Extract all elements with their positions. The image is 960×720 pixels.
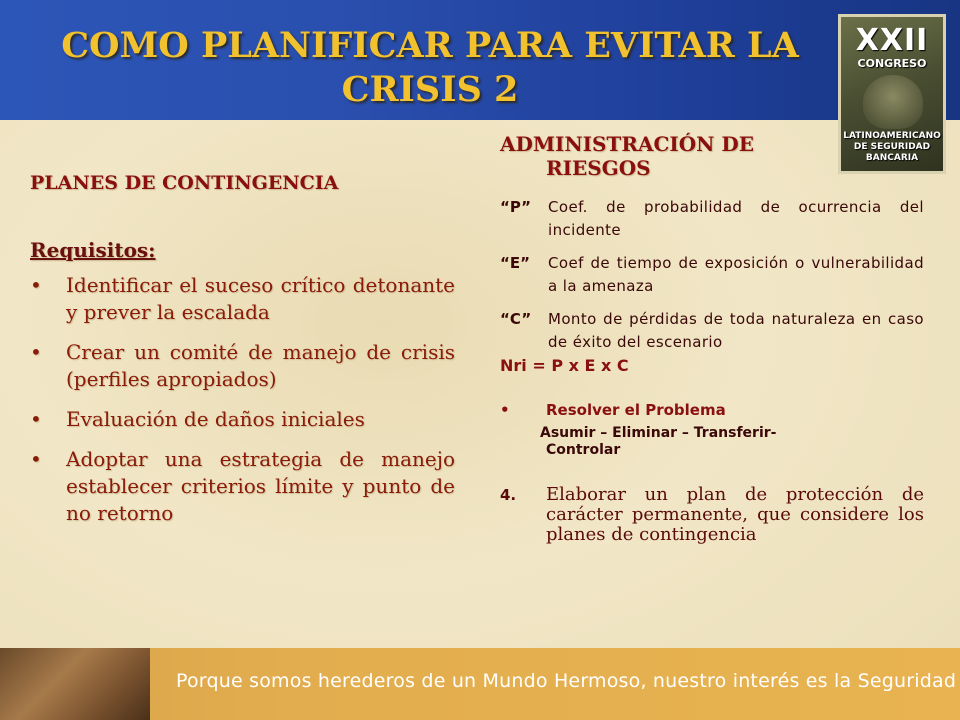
factor-key: “E” xyxy=(500,254,530,272)
factor-text: Monto de pérdidas de toda naturaleza en caso de éxito del escenario xyxy=(548,310,924,351)
factor-text: Coef de tiempo de exposición o vulnerabilidad a la amenaza xyxy=(548,254,924,295)
header-band xyxy=(0,0,960,120)
factor-key: “P” xyxy=(500,198,531,216)
resolver-item xyxy=(500,401,924,419)
resolver-text: Resolver el Problema xyxy=(546,401,726,419)
point-four-text: Elaborar un plan de protección de carácter permanente, que considere los planes de contingencia xyxy=(546,484,924,545)
response-options-line1: Asumir – Eliminar – Transferir- xyxy=(540,425,777,441)
logo-numeral: XXII xyxy=(855,23,929,58)
contingency-heading: PLANES DE CONTINGENCIA xyxy=(30,172,339,194)
list-item xyxy=(30,446,455,527)
footer-slogan: Porque somos herederos de un Mundo Hermoso, nuestro interés es la Seguridad xyxy=(176,670,957,692)
list-item-text: Identificar el suceso crítico detonante y prever la escalada xyxy=(66,273,455,324)
footer-band xyxy=(0,648,960,720)
response-options-line2: Controlar xyxy=(546,442,621,458)
requisitos-label: Requisitos: xyxy=(30,238,156,262)
bullet-icon: • xyxy=(30,340,42,364)
bullet-icon: • xyxy=(30,407,42,431)
risk-admin-heading xyxy=(500,132,924,180)
slide-title: COMO PLANIFICAR PARA EVITAR LA CRISIS 2 xyxy=(61,25,799,110)
logo-label-bottom: LATINOAMERICANO DE SEGURIDAD BANCARIA xyxy=(843,131,941,163)
list-item-text: Evaluación de daños iniciales xyxy=(66,407,365,431)
list-item-text: Crear un comité de manejo de crisis (perfiles apropiados) xyxy=(66,340,455,391)
factor-key: “C” xyxy=(500,310,532,328)
factor-row xyxy=(500,308,924,354)
bullet-icon: • xyxy=(30,273,42,297)
right-column xyxy=(500,132,924,545)
list-item xyxy=(30,406,455,433)
footer-photo xyxy=(0,648,150,720)
logo-label-top: CONGRESO xyxy=(857,57,927,70)
logo-statue-image xyxy=(863,75,923,129)
point-four xyxy=(500,485,924,545)
bullet-icon: • xyxy=(500,401,510,419)
list-item xyxy=(30,272,455,326)
risk-admin-heading-line2: RIESGOS xyxy=(546,156,651,180)
response-options xyxy=(500,425,924,459)
factor-text: Coef. de probabilidad de ocurrencia del incidente xyxy=(548,198,924,239)
left-column xyxy=(30,172,455,540)
bullet-icon: • xyxy=(30,447,42,471)
factor-row xyxy=(500,252,924,298)
factor-row xyxy=(500,196,924,242)
list-item xyxy=(30,339,455,393)
point-four-number: 4. xyxy=(500,486,517,504)
risk-admin-heading-line1: ADMINISTRACIÓN DE xyxy=(500,132,754,156)
list-item-text: Adoptar una estrategia de manejo establecer criterios límite y punto de no retorno xyxy=(66,447,455,525)
risk-formula: Nri = P x E x C xyxy=(500,356,629,375)
